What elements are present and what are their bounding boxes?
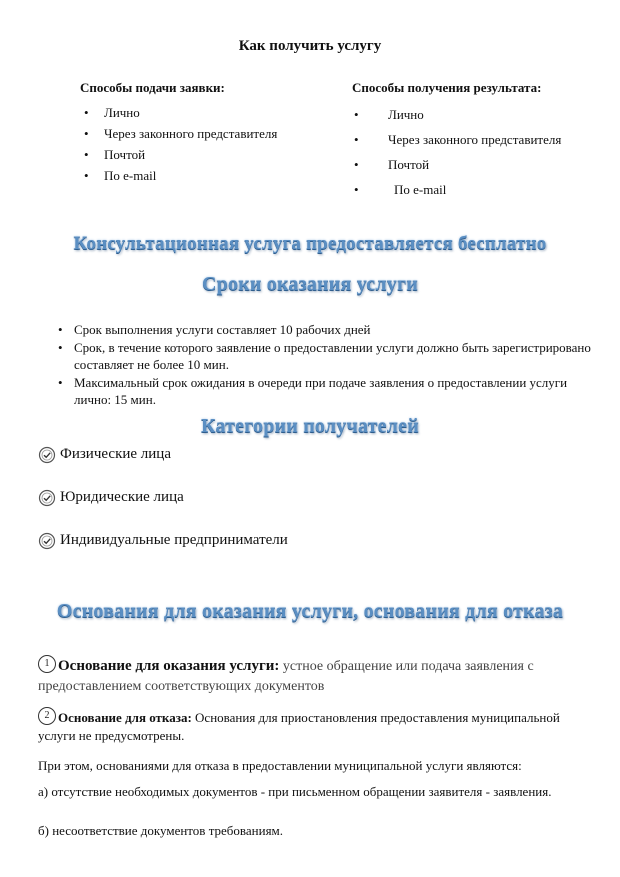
bullet-icon: •	[354, 182, 359, 197]
refusal-paragraph	[38, 707, 598, 745]
refusal-intro: При этом, основаниями для отказа в предоставлении муниципальной услуги являются:	[38, 758, 522, 773]
list-item: • Почтой	[80, 144, 330, 165]
bullet-icon: •	[58, 375, 63, 390]
refusal-label: Основание для отказа:	[58, 710, 192, 725]
bullet-icon: •	[84, 168, 89, 183]
number-badge: 1	[38, 655, 56, 673]
refusal-text: Основания для приостановления предоставления муниципальной услуги не предусмотрены.	[38, 710, 560, 743]
basis-text: устное обращение или подача заявления с предоставлением соответствующих документов	[38, 659, 534, 694]
bullet-icon: •	[84, 147, 89, 162]
basis-paragraph	[38, 655, 598, 697]
check-circle-icon	[38, 489, 56, 507]
receive-methods	[352, 80, 612, 202]
apply-methods	[80, 80, 330, 186]
receive-methods-title: Способы получения результата:	[352, 80, 542, 95]
refusal-reason-b: б) несоответствие документов требованиям.	[38, 823, 284, 838]
number-badge: 2	[38, 707, 56, 725]
list-item: • Срок выполнения услуги составляет 10 рабочих дней	[58, 322, 371, 337]
bullet-icon: •	[354, 132, 359, 147]
bullet-icon: •	[354, 157, 359, 172]
list-item: • По e-mail	[80, 165, 330, 186]
terms-list	[54, 321, 594, 409]
refusal-reason-a: а) отсутствие необходимых документов - при письменном обращении заявителя - заявления.	[38, 784, 552, 799]
bullet-icon: •	[58, 340, 63, 355]
list-item: • Максимальный срок ожидания в очереди при подаче заявления о предоставлении услуги лично: 15 мин.	[58, 375, 568, 407]
check-circle-icon	[38, 532, 56, 550]
basis-label: Основание для оказания услуги:	[58, 658, 280, 674]
apply-methods-title: Способы подачи заявки:	[80, 80, 225, 95]
category-item: Юридические лица	[38, 489, 184, 507]
list-item: • Лично	[80, 102, 330, 123]
list-item: • Срок, в течение которого заявление о предоставлении услуги должно быть зарегистрировано составляет не более 10 мин.	[58, 340, 591, 372]
list-item: • Через законного представителя	[80, 123, 330, 144]
grounds-heading: Основания для оказания услуги, основания для отказа	[56, 600, 564, 622]
page-title: Как получить услугу	[238, 38, 382, 54]
check-circle-icon	[38, 446, 56, 464]
bullet-icon: •	[84, 105, 89, 120]
category-item: Физические лица	[38, 446, 171, 464]
category-item: Индивидуальные предприниматели	[38, 532, 288, 550]
list-item: • Лично	[352, 102, 612, 127]
list-item: • По e-mail	[352, 177, 612, 202]
bullet-icon: •	[58, 322, 63, 337]
apply-methods-list	[80, 102, 330, 186]
categories-heading: Категории получателей	[201, 415, 419, 437]
list-item: • Через законного представителя	[352, 127, 612, 152]
bullet-icon: •	[354, 107, 359, 122]
receive-methods-list	[352, 102, 612, 202]
bullet-icon: •	[84, 126, 89, 141]
list-item: • Почтой	[352, 152, 612, 177]
terms-heading: Сроки оказания услуги	[201, 273, 419, 295]
free-service-heading: Консультационная услуга предоставляется бесплатно	[73, 233, 547, 254]
